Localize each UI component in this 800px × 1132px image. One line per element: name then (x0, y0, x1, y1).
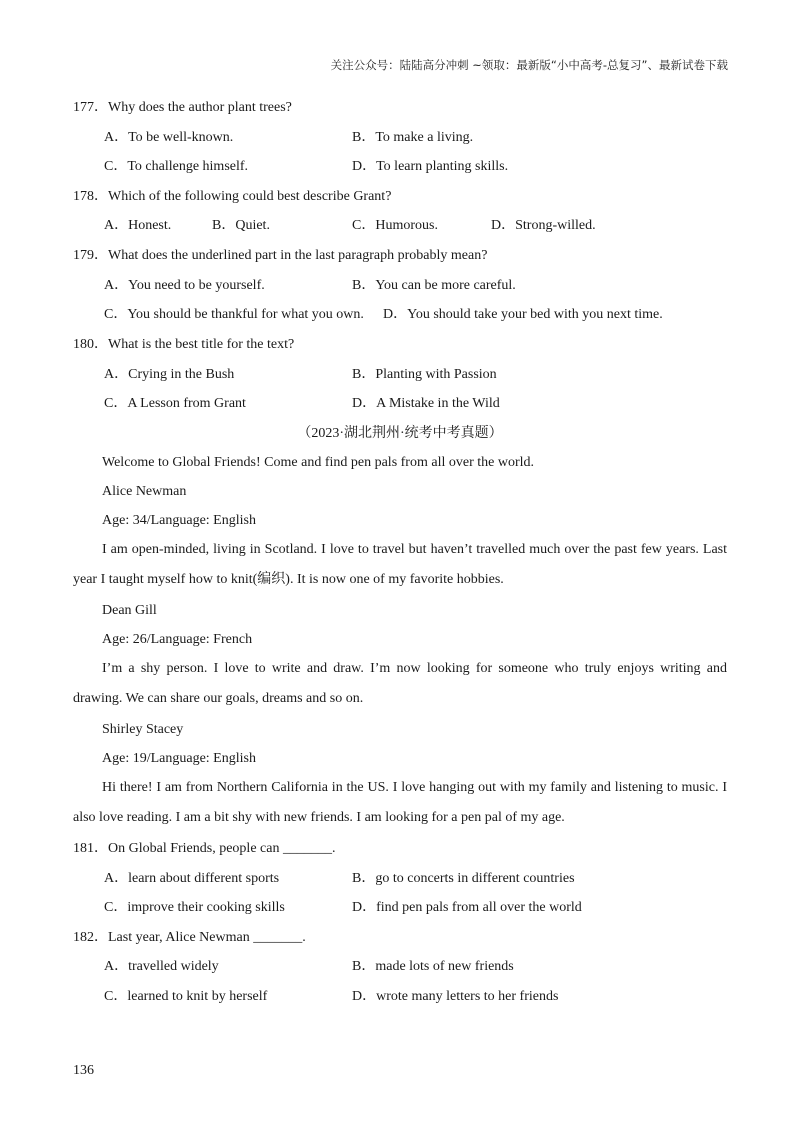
option-d: D．You should take your bed with you next time. (383, 307, 663, 322)
profile-info: Age: 34/Language: English (102, 513, 256, 528)
profile-name: Alice Newman (102, 484, 187, 499)
question-stem: 179．What does the underlined part in the last paragraph probably mean? (73, 248, 488, 263)
passage-intro: Welcome to Global Friends! Come and find pen pals from all over the world. (102, 455, 534, 470)
question-stem: 177．Why does the author plant trees? (73, 100, 292, 115)
option-a: A．Crying in the Bush (104, 367, 235, 382)
profile-name: Shirley Stacey (102, 722, 184, 737)
question-stem: 178．Which of the following could best describe Grant? (73, 189, 392, 204)
option-d: D．find pen pals from all over the world (352, 900, 582, 915)
option-b: B．You can be more careful. (352, 278, 516, 293)
option-c: C．improve their cooking skills (104, 900, 285, 915)
option-a: A．learn about different sports (104, 871, 280, 886)
option-d: D．A Mistake in the Wild (352, 396, 500, 411)
profile-name: Dean Gill (102, 603, 157, 618)
question-stem: 181．On Global Friends, people can _______. (73, 841, 336, 856)
page-number: 136 (73, 1063, 94, 1078)
option-c: C．learned to knit by herself (104, 989, 268, 1004)
option-a: A．travelled widely (104, 959, 219, 974)
question-stem: 180．What is the best title for the text? (73, 337, 295, 352)
option-c: C．A Lesson from Grant (104, 396, 246, 411)
option-b: B．Planting with Passion (352, 367, 497, 382)
option-a: A．Honest. (104, 218, 172, 233)
question-stem: 182．Last year, Alice Newman _______. (73, 930, 306, 945)
option-d: D．Strong-willed. (491, 218, 596, 233)
option-c: C．You should be thankful for what you own. (104, 307, 364, 322)
option-b: B．made lots of new friends (352, 959, 514, 974)
option-a: A．You need to be yourself. (104, 278, 265, 293)
source-note: （2023·湖北荆州·统考中考真题） (297, 426, 503, 441)
option-b: B．go to concerts in different countries (352, 871, 575, 886)
option-d: D．wrote many letters to her friends (352, 989, 559, 1004)
option-b: B．To make a living. (352, 130, 474, 145)
option-c: C．Humorous. (352, 218, 438, 233)
option-d: D．To learn planting skills. (352, 159, 509, 174)
profile-text: I’m a shy person. I love to write and draw. I’m now looking for someone who truly enjoys writing and drawing. We can share our goals, dreams and so on. (73, 661, 727, 706)
option-c: C．To challenge himself. (104, 159, 249, 174)
option-a: A．To be well-known. (104, 130, 234, 145)
option-b: B．Quiet. (212, 218, 270, 233)
profile-text: Hi there! I am from Northern California in the US. I love hanging out with my family and listening to music. I also love reading. I am a bit shy with new friends. I am looking for a pen pal of my age. (73, 780, 727, 825)
profile-text: I am open-minded, living in Scotland. I love to travel but haven’t travelled much over the past few years. Last year I taught myself how to knit(编织). It is now one of my favorite hobbies. (73, 542, 727, 587)
profile-info: Age: 26/Language: French (102, 632, 253, 647)
page-header: 关注公众号：陆陆高分冲刺 ~领取：最新版“小中高考-总复习”、最新试卷下载 (330, 58, 728, 72)
profile-info: Age: 19/Language: English (102, 751, 256, 766)
